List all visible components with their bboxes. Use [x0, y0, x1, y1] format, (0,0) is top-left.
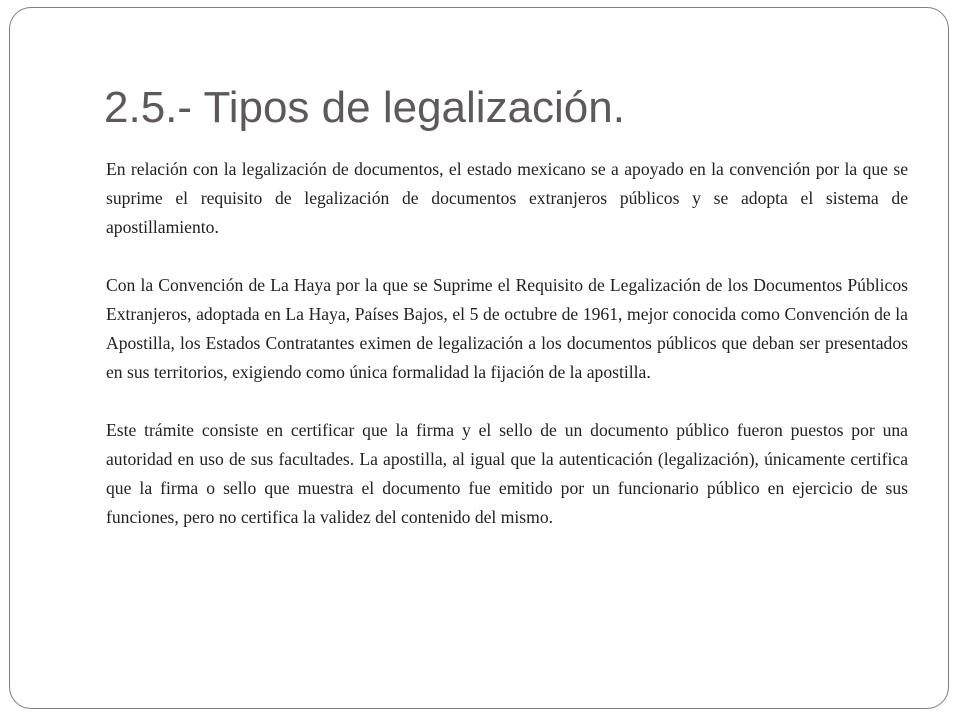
paragraph-convencion-la-haya: Con la Convención de La Haya por la que se Suprime el Requisito de Legalización de los Documentos Públicos Extranjeros, adoptada en La Haya, Países Bajos, el 5 de octubre de 1961, mejor conocida como Convención de la Apostilla, los Estados Contratantes eximen de legalización a los documentos públicos que deban ser presentados en sus territorios, exigiendo como única formalidad la fijación de la apostilla.: [106, 275, 908, 382]
slide-title: 2.5.- Tipos de legalización.: [104, 83, 625, 132]
paragraph-tramite-apostilla: Este trámite consiste en certificar que la firma y el sello de un documento público fueron puestos por una autoridad en uso de sus facultades. La apostilla, al igual que la autenticación (legalización), únicamente certifica que la firma o sello que muestra el documento fue emitido por un funcionario público en ejercicio de sus funciones, pero no certifica la validez del contenido del mismo.: [106, 420, 908, 527]
paragraph-legalizacion-documentos: En relación con la legalización de documentos, el estado mexicano se a apoyado en la convención por la que se suprime el requisito de legalización de documentos extranjeros públicos y se adopta el sistema de apostillamiento.: [106, 159, 908, 237]
slide-body: [106, 155, 908, 532]
